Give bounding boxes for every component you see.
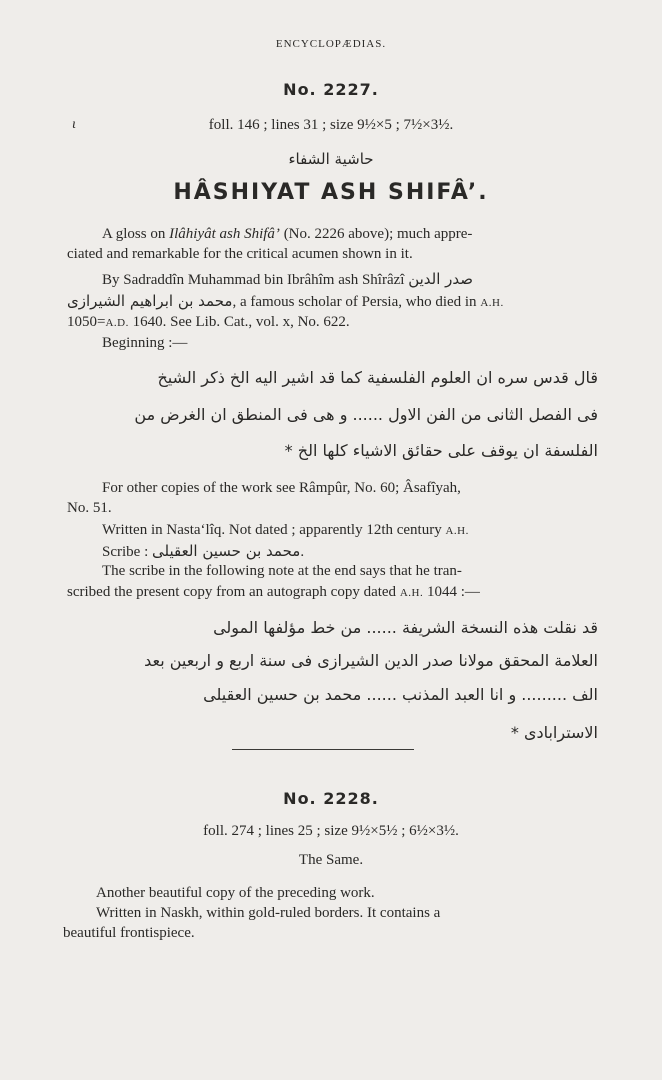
entry-title-2227: HÂSHIYAT ASH SHIFÂ’.: [173, 180, 489, 205]
running-header: ENCYCLOPÆDIAS.: [275, 38, 387, 50]
written-line: Written in Nasta‘lîq. Not dated ; apparently 12th century A.H.: [102, 522, 469, 538]
note-line-1: The scribe in the following note at the end says that he tran-: [102, 563, 462, 579]
description-line-2: ciated and remarkable for the critical acumen shown in it.: [67, 246, 413, 262]
arabic-quote-1-line-2: فى الفصل الثانى من الفن الاول ...... و هى فى المنطق ان الغرض من: [134, 405, 598, 424]
description-line-1: A gloss on Ilâhiyât ash Shifâ’ (No. 2226 above); much appre-: [102, 226, 473, 242]
author-line-3: 1050=A.D. 1640. See Lib. Cat., vol. x, No. 622.: [67, 314, 350, 330]
arabic-quote-1-line-3: الفلسفة ان يوقف على حقائق الاشياء كلها الخ *: [284, 441, 598, 460]
note-line-2: scribed the present copy from an autograph copy dated A.H. 1044 :—: [67, 584, 480, 600]
beginning-label: Beginning :—: [102, 335, 188, 351]
arabic-quote-2-line-3: الف ......... و انا العبد المذنب ...... محمد بن حسين العقيلى: [203, 685, 598, 704]
copies-line-1: For other copies of the work see Râmpûr, No. 60; Âsafîyah,: [102, 480, 461, 496]
arabic-quote-2-line-1: قد نقلت هذه النسخة الشريفة ...... من خط مؤلفها المولى: [213, 618, 598, 637]
entry-specs-2228: foll. 274 ; lines 25 ; size 9½×5½ ; 6½×3½.: [203, 823, 459, 839]
section-divider: [232, 749, 414, 750]
arabic-quote-2-line-2: العلامة المحقق مولانا صدر الدين الشيرازى فى سنة اربع و اربعين بعد: [144, 651, 598, 670]
author-line-1: By Sadraddîn Muhammad bin Ibrâhîm ash Shîrâzî صدر الدين: [102, 270, 474, 288]
entry-2228-description: Another beautiful copy of the preceding work.: [96, 885, 375, 901]
entry-specs-2227: foll. 146 ; lines 31 ; size 9½×5 ; 7½×3½.: [208, 117, 454, 133]
arabic-title-2227: حاشية الشفاء: [288, 150, 374, 168]
arabic-quote-1-line-1: قال قدس سره ان العلوم الفلسفية كما قد اشير اليه الخ ذكر الشيخ: [157, 368, 598, 387]
entry-title-2228: The Same.: [298, 852, 364, 868]
arabic-quote-2-line-4: الاسترابادى *: [510, 723, 598, 742]
entry-2228-written-line-2: beautiful frontispiece.: [63, 925, 195, 941]
entry-2228-written-line-1: Written in Naskh, within gold-ruled borders. It contains a: [96, 905, 441, 921]
scribe-line: Scribe : محمد بن حسين العقيلى.: [102, 542, 305, 560]
entry-number-2228: No. 2228.: [283, 789, 379, 808]
author-line-2: محمد بن ابراهيم الشيرازى, a famous scholar of Persia, who died in A.H.: [67, 292, 504, 310]
margin-mark: ɩ: [72, 117, 76, 132]
entry-number-2227: No. 2227.: [283, 80, 379, 99]
copies-line-2: No. 51.: [67, 500, 112, 516]
